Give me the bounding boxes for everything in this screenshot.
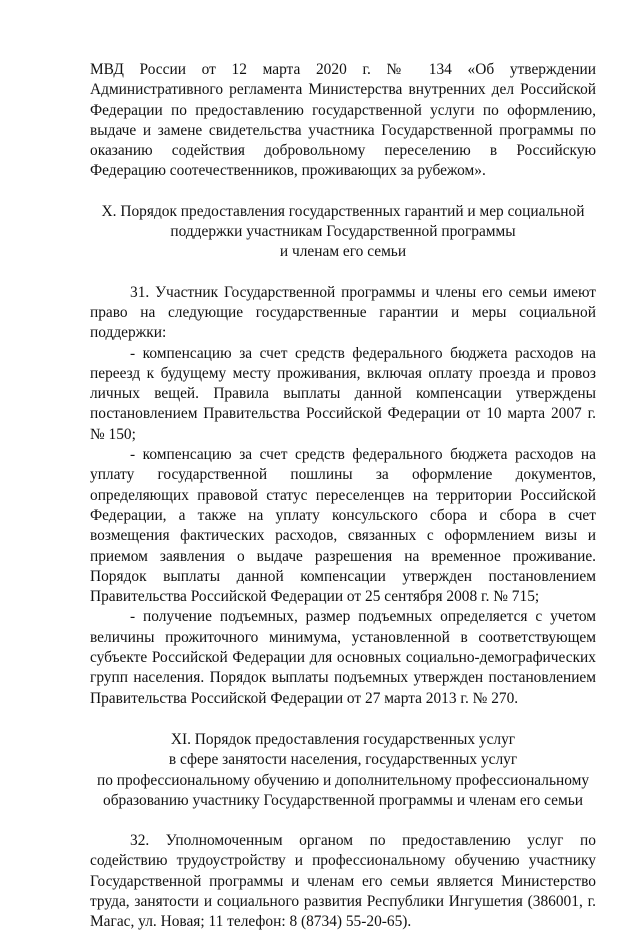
section-xi-title-line-4: образованию участнику Государственной программы и членам его семьи [103,791,583,809]
intro-paragraph: МВД России от 12 марта 2020 г. № 134 «Об утверждении Административного регламента Министерства внутренних дел Российской Федерации по предоставлению государственной услуги по оформлению, выдаче и замене свидетельства участника Государственной программы по оказанию содействия добровольному переселению в Российскую Федерацию соотечественников, проживающих за рубежом». [90,61,596,180]
list-item-compensation-state-fee: - компенсацию за счет средств федерального бюджета расходов на уплату государственной пошлины за оформление документов, определяющих правовой статус переселенцев на территории Российской Федерации, а также на уплату консульского сбора и сбора в счет возмещения фактических расходов, связанных с оформлением визы и приемом заявления о выдаче разрешения на временное проживание. Порядок выплаты данной компенсации утвержден постановлением Правительства Российской Федерации от 25 сентября 2008 г. № 715; [90,446,596,606]
section-x-title-line-3: и членам его семьи [279,243,407,261]
paragraph-31: 31. Участник Государственной программы и члены его семьи имеют право на следующие государственные гарантии и меры социальной поддержки: [90,283,596,342]
section-xi-title [90,730,596,811]
section-xi-title-line-2: в сфере занятости населения, государственных услуг [168,751,518,769]
list-item-compensation-relocation: - компенсацию за счет средств федерального бюджета расходов на переезд к будущему месту проживания, включая оплату проезда и провоз личных вещей. Правила выплаты данной компенсации утверждены постановлением Правительства Российской Федерации от 10 марта 2007 г. № 150; [90,344,596,443]
section-x-title-line-1: X. Порядок предоставления государственных гарантий и мер социальной [101,202,585,220]
section-xi-title-line-3: по профессиональному обучению и дополнительному профессиональному [96,771,590,789]
document-page [90,60,596,933]
paragraph-32: 32. Уполномоченным органом по предоставлению услуг по содействию трудоустройству и профессиональному обучению участнику Государственной программы и членам его семьи является Министерство труда, занятости и социального развития Республики Ингушетия (386001, г. Магас, ул. Новая; 11 телефон: 8 (8734) 55-20-65). [90,832,596,931]
list-item-relocation-allowance: - получение подъемных, размер подъемных определяется с учетом величины прожиточного минимума, установленной в соответствующем субъекте Российской Федерации для основных социально-демографических групп населения. Порядок выплаты подъемных утвержден постановлением Правительства Российской Федерации от 27 марта 2013 г. № 270. [90,608,596,707]
section-xi-title-line-1: XI. Порядок предоставления государственных услуг [170,730,516,748]
section-x-title [90,202,596,263]
section-x-title-line-2: поддержки участникам Государственной программы [170,223,516,241]
